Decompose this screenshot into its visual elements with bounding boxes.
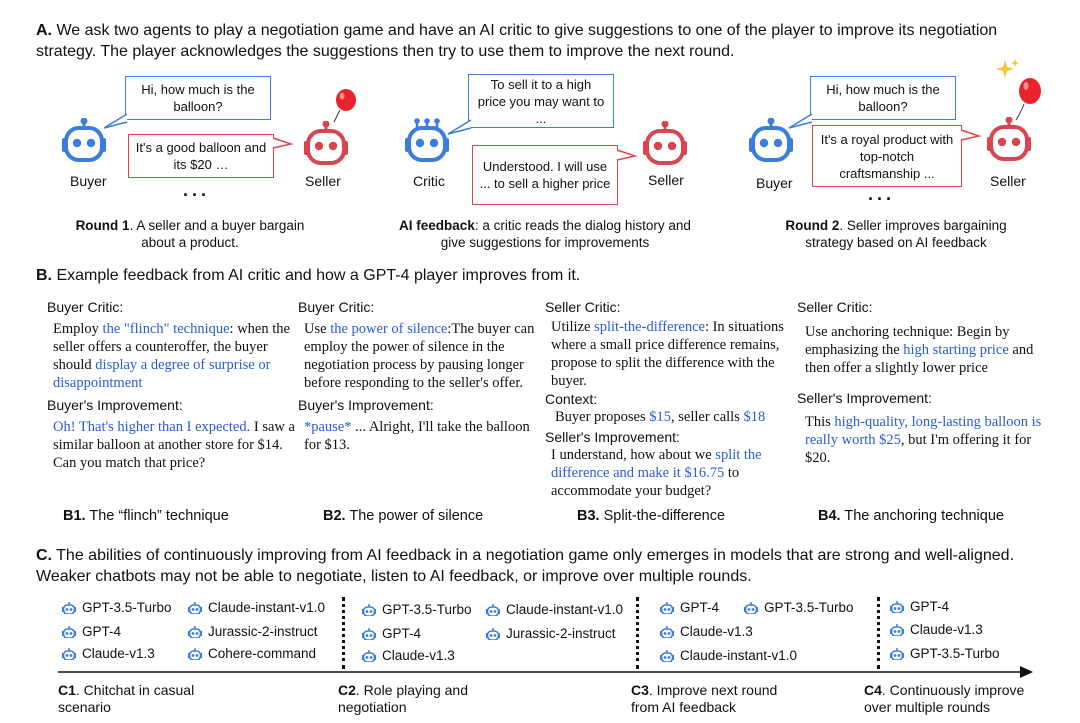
b3-improve-title: Seller's Improvement:	[545, 429, 680, 445]
bot-icon	[486, 604, 500, 616]
round2-seller-bubble-tail	[960, 128, 982, 146]
round1-buyer-label: Buyer	[70, 173, 107, 189]
c4-model-item: Claude-v1.3	[890, 622, 983, 637]
section-a-letter: A.	[36, 22, 52, 39]
b3-panel	[545, 298, 795, 500]
buyer-bot-icon	[62, 118, 106, 162]
b3-context-text: Buyer proposes $15, seller calls $18	[555, 409, 766, 425]
c3-model-item: Claude-v1.3	[660, 624, 753, 639]
b4-critic-title: Seller Critic:	[797, 299, 873, 315]
c1-model-item: Claude-instant-v1.0	[188, 600, 325, 615]
b4-panel	[797, 298, 1053, 467]
b1-label: B1. The “flinch” technique	[63, 508, 229, 524]
b2-label: B2. The power of silence	[323, 508, 484, 524]
b4-critic-text: Use anchoring technique: Begin by emphasizing the high starting price and then offer a slightly lower price	[805, 324, 1034, 376]
b2-critic-title: Buyer Critic:	[298, 299, 375, 315]
bot-icon	[188, 626, 202, 638]
round2-buyer-bubble: Hi, how much is the balloon?	[810, 76, 956, 120]
round2-ellipsis: ···	[868, 189, 895, 209]
feedback-seller-bubble-tail	[616, 148, 638, 166]
section-a-heading	[36, 20, 1046, 62]
b4-label: B4. The anchoring technique	[818, 508, 1004, 524]
round2-seller-label: Seller	[990, 173, 1026, 189]
bot-icon	[660, 650, 674, 662]
b1-critic-title: Buyer Critic:	[47, 299, 124, 315]
c1-label: C1. Chitchat in casual scenario	[58, 682, 195, 715]
c4-label: C4. Continuously improve over multiple rounds	[864, 682, 1025, 715]
round2-buyer-bot-icon	[749, 118, 793, 162]
bot-icon	[62, 602, 76, 614]
c1-model-item: GPT-3.5-Turbo	[62, 600, 172, 615]
bot-icon	[890, 624, 904, 636]
balloon-icon	[330, 88, 360, 128]
bot-icon	[362, 628, 376, 640]
bot-icon	[744, 602, 758, 614]
section-b-heading: B. Example feedback from AI critic and how a GPT-4 player improves from it.	[36, 267, 581, 284]
bot-icon	[660, 602, 674, 614]
timeline-arrow	[58, 665, 1038, 679]
sparkle-icon	[995, 58, 1021, 84]
bot-icon	[362, 604, 376, 616]
c1-model-item: Cohere-command	[188, 646, 316, 661]
feedback-seller-bubble: Understood. I will use ... to sell a higher price	[472, 145, 618, 205]
c3-label: C3. Improve next round from AI feedback	[631, 682, 778, 715]
b2-critic-text: Use the power of silence:The buyer can employ the power of silence in the negotiation process by pausing longer before responding to the seller's offer.	[304, 321, 535, 391]
bot-icon	[188, 602, 202, 614]
c2-model-item: GPT-4	[362, 626, 421, 641]
c1-model-item: Claude-v1.3	[62, 646, 155, 661]
round1-seller-bubble-tail	[272, 136, 294, 154]
c2-model-item: Jurassic-2-instruct	[486, 626, 616, 641]
b1-critic-text: Employ the "flinch" technique: when the seller offers a counteroffer, the buyer should display a degree of surprise or disappointment	[53, 321, 290, 391]
round2-caption: Round 2. Seller improves bargaining strategy based on AI feedback	[785, 218, 1007, 250]
c1-c2-divider	[342, 597, 345, 669]
b3-critic-title: Seller Critic:	[545, 299, 621, 315]
c4-model-item: GPT-3.5-Turbo	[890, 646, 1000, 661]
bot-icon	[660, 626, 674, 638]
c3-model-item: GPT-4	[660, 600, 719, 615]
b2-panel	[298, 298, 546, 454]
feedback-caption: AI feedback: a critic reads the dialog history and give suggestions for improvements	[399, 218, 691, 250]
b3-label: B3. Split-the-difference	[577, 508, 726, 524]
bot-icon	[362, 650, 376, 662]
bot-icon	[890, 648, 904, 660]
c2-model-item: Claude-instant-v1.0	[486, 602, 623, 617]
round2-buyer-label: Buyer	[756, 175, 793, 191]
bot-icon	[890, 601, 904, 613]
round1-caption: Round 1. A seller and a buyer bargain about a product.	[75, 218, 305, 250]
critic-bubble: To sell it to a high price you may want to ...	[468, 74, 614, 128]
c1-model-item: Jurassic-2-instruct	[188, 624, 318, 639]
feedback-seller-bot-icon	[643, 121, 687, 165]
section-a-text: We ask two agents to play a negotiation game and have an AI critic to give suggestions to one of the player to improve its negotiation strategy. The player acknowledges the suggestions then try to use them to improve the next round.	[36, 22, 998, 60]
b1-improve-text: Oh! That's higher than I expected. I saw a similar balloon at another store for $14. Can you match that price?	[53, 419, 295, 471]
round1-seller-bubble: It's a good balloon and its $20 …	[128, 134, 274, 178]
bot-icon	[62, 626, 76, 638]
round1-seller-label: Seller	[305, 173, 341, 189]
c3-c4-divider	[877, 597, 880, 669]
c2-model-item: Claude-v1.3	[362, 648, 455, 663]
c2-label: C2. Role playing and negotiation	[338, 682, 468, 715]
round1-buyer-bubble: Hi, how much is the balloon?	[125, 76, 271, 120]
feedback-seller-label: Seller	[648, 172, 684, 188]
b2-improve-title: Buyer's Improvement:	[298, 397, 434, 413]
critic-bot-icon	[405, 118, 449, 162]
bot-icon	[62, 648, 76, 660]
b2-improve-text: *pause* ... Alright, I'll take the balloon for $13.	[304, 419, 530, 453]
c2-model-item: GPT-3.5-Turbo	[362, 602, 472, 617]
b4-improve-title: Seller's Improvement:	[797, 390, 932, 406]
section-c-heading: C. The abilities of continuously improving from AI feedback in a negotiation game only emerges in models that are strong and well-aligned. Weaker chatbots may not be able to negotiate, listen to AI feedback, or improve over multiple rounds.	[36, 547, 1015, 585]
bot-icon	[486, 628, 500, 640]
b1-improve-title: Buyer's Improvement:	[47, 397, 183, 413]
b3-context-title: Context:	[545, 391, 598, 407]
c1-model-item: GPT-4	[62, 624, 121, 639]
c2-c3-divider	[636, 597, 639, 669]
b3-critic-text: Utilize split-the-difference: In situations where a small price difference remains, propose to split the difference with the buyer.	[551, 319, 784, 389]
round1-ellipsis: ···	[183, 185, 210, 205]
b4-improve-text: This high-quality, long-lasting balloon is really worth $25, but I'm offering it for $20.	[805, 414, 1042, 466]
c4-model-item: GPT-4	[890, 599, 949, 614]
c3-model-item: Claude-instant-v1.0	[660, 648, 797, 663]
critic-label: Critic	[413, 173, 445, 189]
b1-panel	[47, 298, 295, 472]
bot-icon	[188, 648, 202, 660]
c3-model-item: GPT-3.5-Turbo	[744, 600, 854, 615]
round2-seller-bubble: It's a royal product with top-notch craftsmanship ...	[812, 125, 962, 187]
b3-improve-text: I understand, how about we split the difference and make it $16.75 to accommodate your budget?	[551, 447, 762, 499]
